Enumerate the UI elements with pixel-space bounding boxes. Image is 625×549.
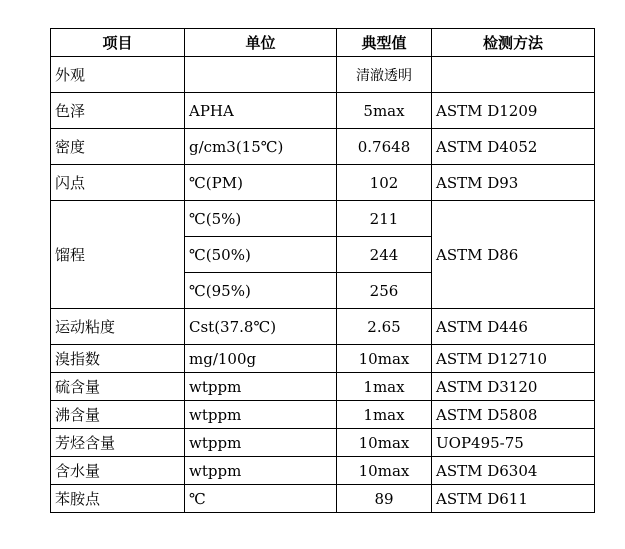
row-name: 溴指数 <box>51 345 185 373</box>
row-method: ASTM D446 <box>432 309 595 345</box>
row-method: ASTM D3120 <box>432 373 595 401</box>
row-method: ASTM D611 <box>432 485 595 513</box>
row-method: ASTM D12710 <box>432 345 595 373</box>
table-row <box>51 345 595 373</box>
row-value: 1max <box>337 401 432 429</box>
row-value: 89 <box>337 485 432 513</box>
row-name: 色泽 <box>51 93 185 129</box>
table-row <box>51 165 595 201</box>
table-row <box>51 201 595 237</box>
row-value: 清澈透明 <box>337 57 432 93</box>
row-name: 密度 <box>51 129 185 165</box>
row-value: 10max <box>337 429 432 457</box>
row-unit: Cst(37.8℃) <box>185 309 337 345</box>
table-row <box>51 373 595 401</box>
row-unit: wtppm <box>185 457 337 485</box>
row-method: ASTM D93 <box>432 165 595 201</box>
row-name: 馏程 <box>51 201 185 309</box>
row-value: 1max <box>337 373 432 401</box>
row-name: 闪点 <box>51 165 185 201</box>
row-unit: ℃(PM) <box>185 165 337 201</box>
row-name: 芳烃含量 <box>51 429 185 457</box>
row-name: 含水量 <box>51 457 185 485</box>
row-name: 硫含量 <box>51 373 185 401</box>
row-name: 运动粘度 <box>51 309 185 345</box>
row-name: 苯胺点 <box>51 485 185 513</box>
row-value: 256 <box>337 273 432 309</box>
table-row <box>51 93 595 129</box>
header-test-method: 检测方法 <box>432 29 595 57</box>
row-unit: APHA <box>185 93 337 129</box>
row-unit: wtppm <box>185 429 337 457</box>
table-row <box>51 57 595 93</box>
row-value: 2.65 <box>337 309 432 345</box>
row-value: 10max <box>337 457 432 485</box>
table-row <box>51 309 595 345</box>
row-unit: wtppm <box>185 373 337 401</box>
row-value: 244 <box>337 237 432 273</box>
header-row <box>51 29 595 57</box>
row-value: 0.7648 <box>337 129 432 165</box>
row-method: UOP495-75 <box>432 429 595 457</box>
row-unit: g/cm3(15℃) <box>185 129 337 165</box>
row-name: 沸含量 <box>51 401 185 429</box>
row-unit: ℃(5%) <box>185 201 337 237</box>
row-name: 外观 <box>51 57 185 93</box>
row-unit: ℃ <box>185 485 337 513</box>
row-unit: mg/100g <box>185 345 337 373</box>
row-value: 5max <box>337 93 432 129</box>
header-item: 项目 <box>51 29 185 57</box>
table-row <box>51 401 595 429</box>
table-row <box>51 429 595 457</box>
row-value: 10max <box>337 345 432 373</box>
row-unit: ℃(95%) <box>185 273 337 309</box>
table-row <box>51 457 595 485</box>
row-method <box>432 57 595 93</box>
row-unit <box>185 57 337 93</box>
row-method: ASTM D1209 <box>432 93 595 129</box>
row-value: 211 <box>337 201 432 237</box>
row-method: ASTM D86 <box>432 201 595 309</box>
row-unit: wtppm <box>185 401 337 429</box>
table-row <box>51 485 595 513</box>
row-method: ASTM D6304 <box>432 457 595 485</box>
spec-table <box>50 28 595 513</box>
header-typical-value: 典型值 <box>337 29 432 57</box>
row-method: ASTM D4052 <box>432 129 595 165</box>
header-unit: 单位 <box>185 29 337 57</box>
table-row <box>51 129 595 165</box>
row-unit: ℃(50%) <box>185 237 337 273</box>
row-value: 102 <box>337 165 432 201</box>
row-method: ASTM D5808 <box>432 401 595 429</box>
